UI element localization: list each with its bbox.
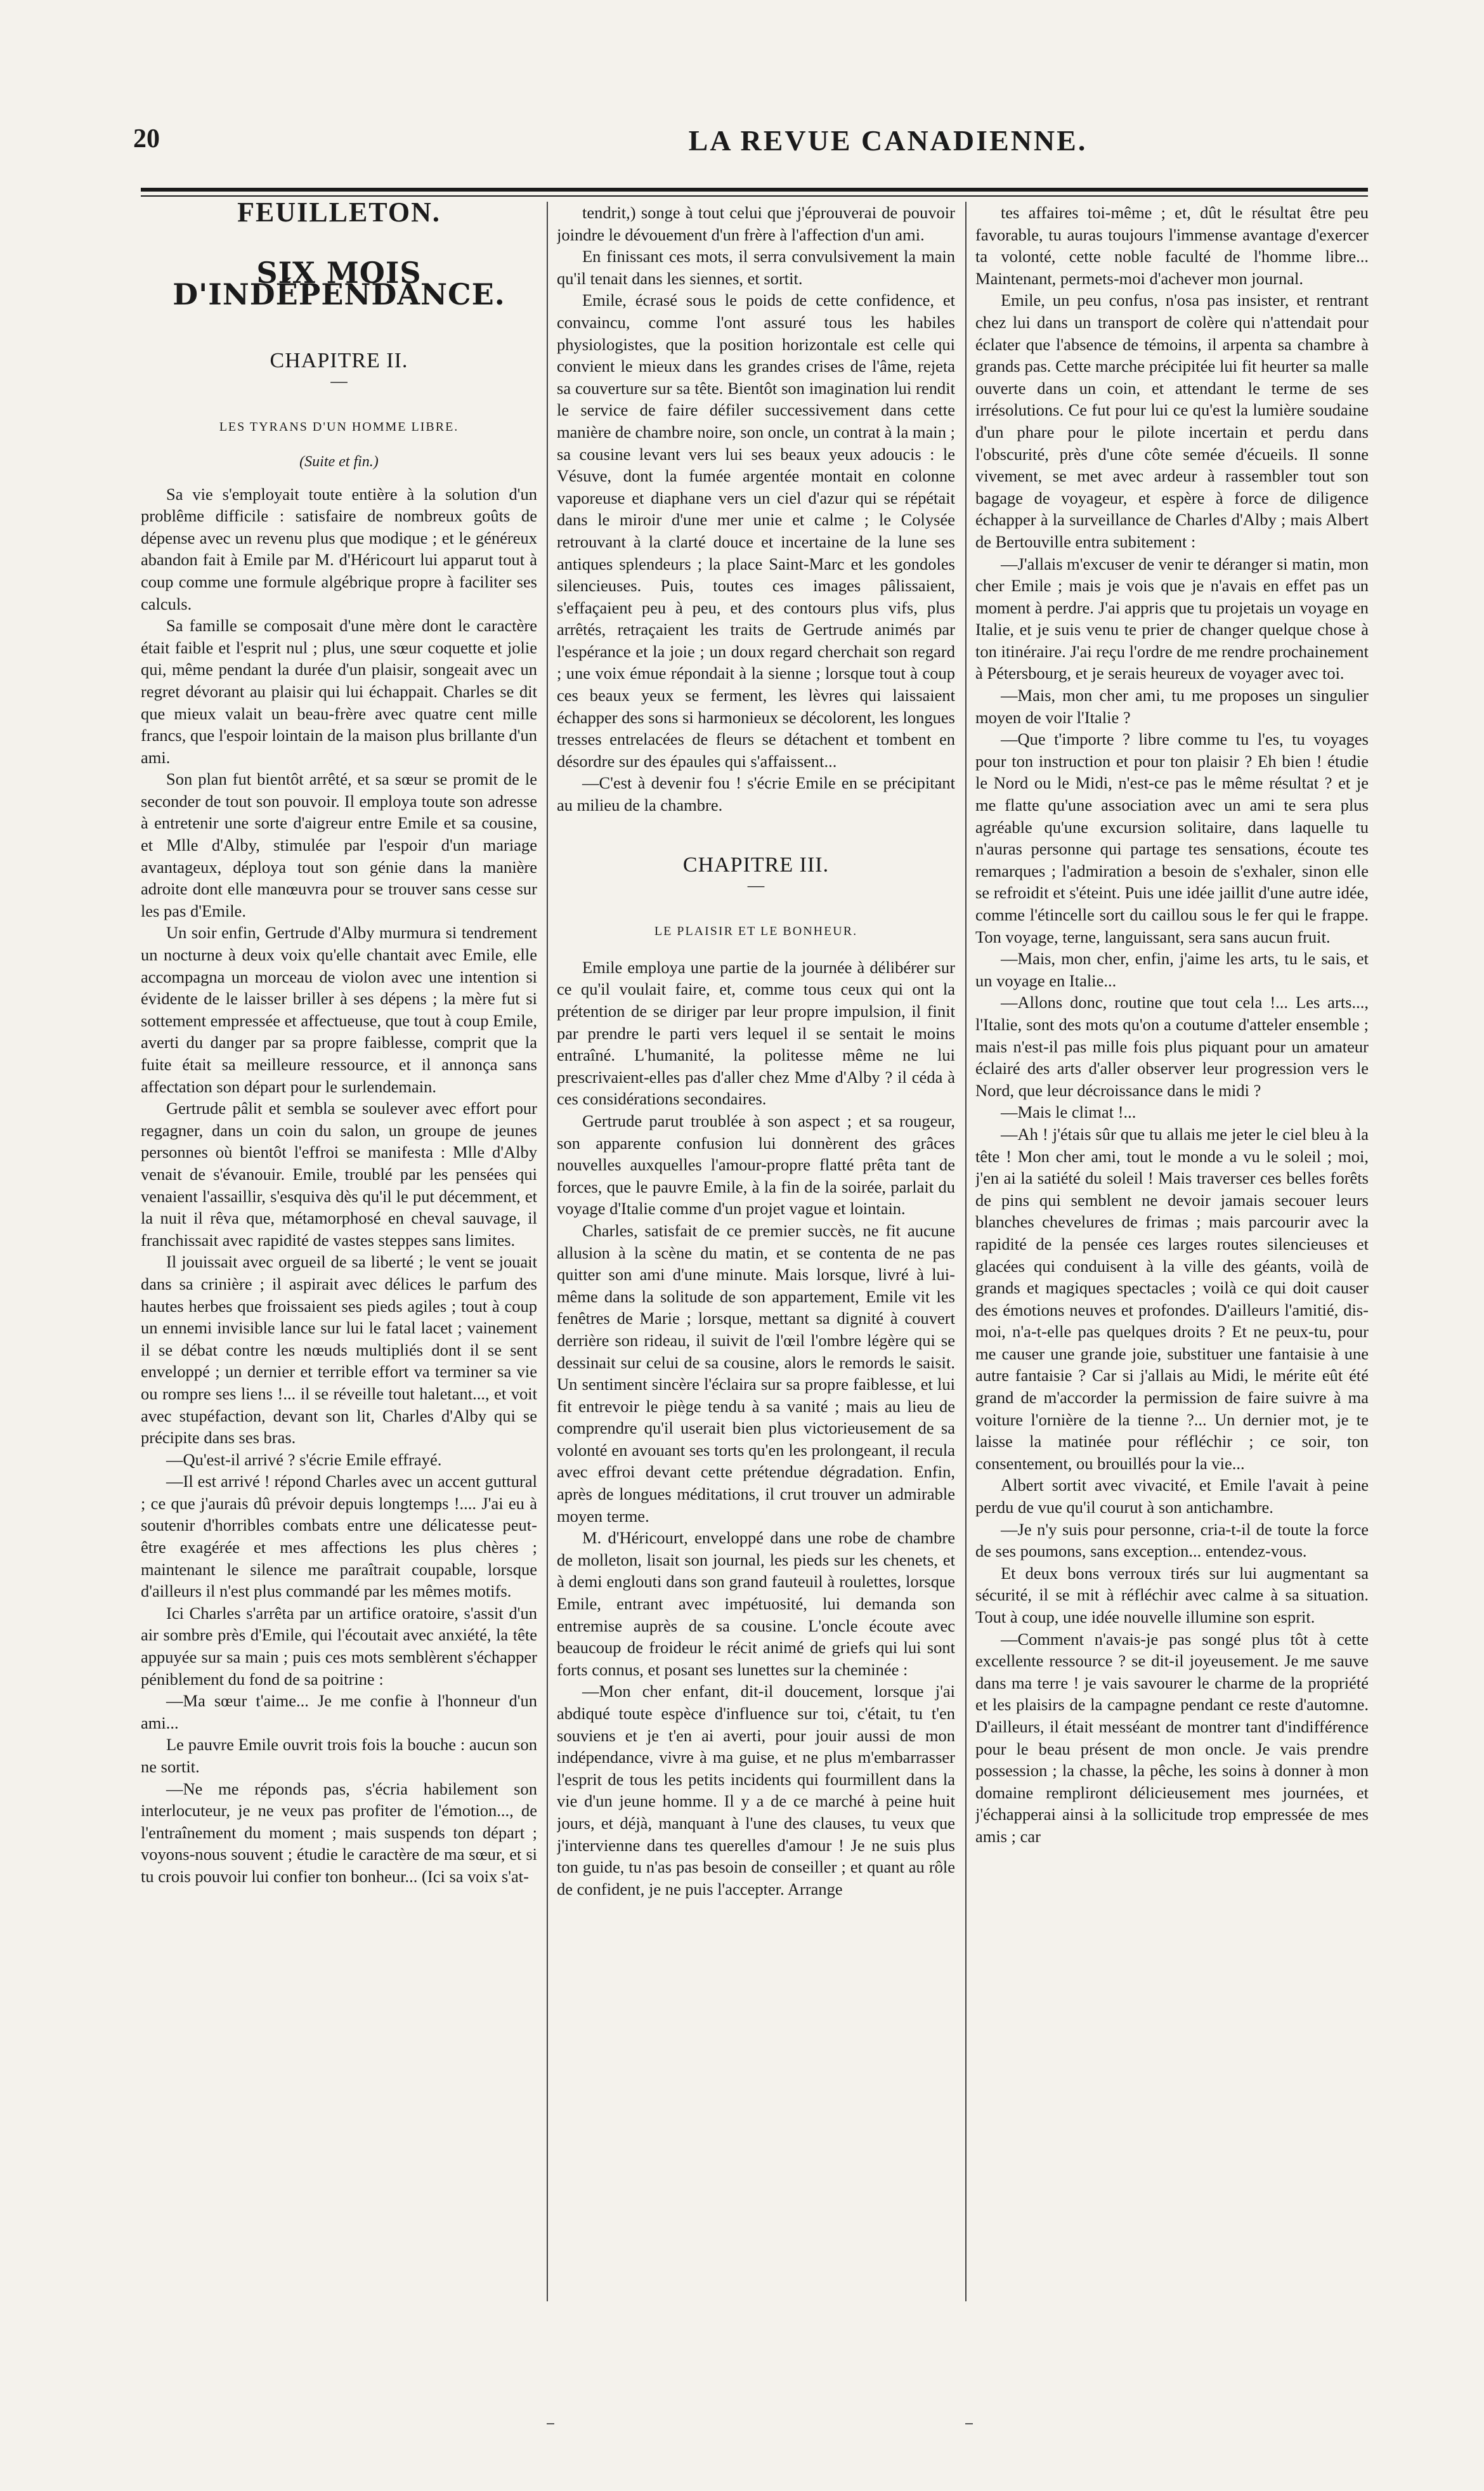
paragraph: Emile employa une partie de la journée à délibérer sur ce qu'il voulait faire, et, comme tous ceux qui ont la prétention de se diriger par leur propre impulsion, il finit par prendre le parti vers lequel il se sentait le moins entraîné. L'humanité, la politesse même ne lui prescrivaient-elles pas d'aller chez Mme d'Alby ? il céda à ces considérations secondaires. — [557, 957, 955, 1109]
column-divider — [547, 202, 548, 2301]
column-1-text — [141, 483, 537, 1888]
paragraph: tes affaires toi-même ; et, dût le résultat être peu favorable, tu auras toujours l'immense avantage d'exercer ta volonté, cette noble faculté de l'homme libre... Maintenant, permets-moi d'achever mon journal. — [975, 203, 1369, 288]
column-3 — [975, 202, 1369, 2409]
paragraph: —Allons donc, routine que tout cela !... Les arts..., l'Italie, sont des mots qu'on a coutume d'atteler ensemble ; mais n'est-il pas mille fois plus piquant pour un amateur éclairé des arts d'aller observer leur progression vers le Nord, que leur décroissance dans le midi ? — [975, 993, 1369, 1100]
paragraph: —J'allais m'excuser de venir te déranger si matin, mon cher Emile ; mais je vois que je n'avais en effet pas un moment à perdre. J'ai appris que tu projetais un voyage en Italie, et je suis venu te prier de changer quelque chose à ton itinéraire. J'ai reçu l'ordre de me rendre prochainement à Pétersbourg, et je serais heureux de voyager avec toi. — [975, 554, 1369, 683]
paragraph: En finissant ces mots, il serra convulsivement la main qu'il tenait dans les siennes, et sortit. — [557, 247, 955, 288]
paragraph: Et deux bons verroux tirés sur lui augmentant sa sécurité, il se mit à réfléchir avec calme à sa situation. Tout à coup, une idée nouvelle illumine son esprit. — [975, 1563, 1369, 1626]
header-rule-thin — [141, 195, 1368, 197]
continuation-note: (Suite et fin.) — [299, 453, 379, 470]
paragraph: Sa famille se composait d'une mère dont le caractère était faible et l'esprit nul ; plus, une sœur coquette et jolie qui, même pendant la durée d'un plaisir, songeait avec un regret dévorant au plaisir qui lui échappait. Charles se dit que mieux valait un beau-frère avec quatre cent mille francs, que l'espoir lointain de la maison plus brillante d'un ami. — [141, 616, 537, 767]
paragraph: —C'est à devenir fou ! s'écrie Emile en se précipitant au milieu de la chambre. — [557, 773, 955, 815]
paragraph: Gertrude pâlit et sembla se soulever avec effort pour regagner, dans un coin du salon, un groupe de jeunes personnes où bientôt l'effroi se manifesta : Mlle d'Alby venait de s'évanouir. Emile, troublé par les pensées qui venaient l'assaillir, s'esquiva dès qu'il le put décemment, et la nuit il rêva que, métamorphosé en cheval sauvage, il franchissait avec rapidité de vastes steppes sans limites. — [141, 1099, 537, 1250]
paragraph: tendrit,) songe à tout celui que j'éprouverai de pouvoir joindre le dévouement d'un frère à l'affection d'un ami. — [557, 203, 955, 244]
story-title: SIX MOIS D'INDÉPENDANCE. — [172, 255, 505, 312]
column-2-text-bottom — [557, 957, 955, 1900]
paragraph: Son plan fut bientôt arrêté, et sa sœur se promit de le seconder de tout son pouvoir. Il employa toute son adresse à entretenir une sorte d'aigreur entre Emile et sa cousine, et Mlle d'Alby, stimulée par l'espoir d'un mariage avantageux, déploya tout son génie dans la manière adroite dont elle manœuvra pour se trouver sans cesse sur les pas d'Emile. — [141, 769, 537, 920]
paragraph: —Il est arrivé ! répond Charles avec un accent guttural ; ce que j'aurais dû prévoir depuis longtemps !.... J'ai eu à soutenir d'horribles combats entre une délicatesse peut-être exagérée et mes affections les plus chères ; maintenant le silence me paraîtrait coupable, lorsque d'ailleurs il n'est plus commandé par les mêmes motifs. — [141, 1472, 537, 1601]
paragraph: Albert sortit avec vivacité, et Emile l'avait à peine perdu de vue qu'il courut à son antichambre. — [975, 1475, 1369, 1517]
chapter-heading: CHAPITRE III. — [682, 853, 830, 877]
paragraph: —Mon cher enfant, dit-il doucement, lorsque j'ai abdiqué toute espèce d'influence sur toi, c'était, tu t'en souviens et je t'en ai averti, pour jouir aussi de mon indépendance, vivre à ma guise, et ne plus m'embarrasser l'esprit de tous les petits incidents qui fourmillent dans la vie d'un jeune homme. Il y a de ce marché à peine huit jours, et déjà, manquant à l'une des clauses, tu veux que j'intervienne dans tes querelles d'amour ! Je ne suis plus ton guide, tu n'as pas besoin de conseiller ; et quant au rôle de confident, je ne puis l'accepter. Arrange — [557, 1682, 955, 1899]
masthead: LA REVUE CANADIENNE. — [688, 124, 1088, 157]
paragraph: —Mais, mon cher ami, tu me proposes un singulier moyen de voir l'Italie ? — [975, 686, 1369, 727]
paragraph: Emile, écrasé sous le poids de cette confidence, et convaincu, comme l'ont assuré tous les habiles physiologistes, que la position horizontale est celle qui convient le mieux dans les grandes crises de l'âme, rejeta sa couverture sur sa tête. Bientôt son imagination lui rendit le service de faire défiler successivement dans cette manière de chambre noire, son oncle, un contrat à la main ; sa cousine levant vers lui ses beaux yeux adoucis : le Vésuve, dont la fumée argentée montait en colonne vaporeuse et diaphane vers un ciel d'azur qui se répétait dans le miroir d'une mer unie et calme ; le Colysée retrouvant à la clarté douce et incertaine de la lune ses antiques splendeurs ; la place Saint-Marc et les gondoles silencieuses. Puis, toutes ces images pâlissaient, s'effaçaient peu à peu, et des contours plus vifs, plus arrêtés, retraçaient les traits de Gertrude animés par l'espérance et la joie ; un doux regard cherchait son regard ; une voix émue répondait à la sienne ; lorsque tout à coup ces beaux yeux se ferment, les lèvres qui laissaient échapper des sons si harmonieux se décolorent, les longues tresses entrelacées de fleurs se détachent et tombent en désordre sur des épaules qui s'affaissent... — [557, 291, 955, 771]
column-end-mark — [965, 2423, 973, 2424]
header-rule-thick — [141, 188, 1368, 192]
page-number: 20 — [133, 124, 160, 154]
paragraph: —Que t'importe ? libre comme tu l'es, tu voyages pour ton instruction et pour ton plaisir ? Eh bien ! étudie le Nord ou le Midi, n'est-ce pas le même résultat ? et je me flatte qu'une association avec un ami te sera plus agréable qu'une excursion solitaire, dans laquelle tu n'auras personne qui partage tes sensations, écoute tes remarques ; l'admiration a besoin de s'exhaler, sinon elle se refroidit et s'éteint. Puis une idée jaillit d'une autre idée, comme l'étincelle sort du caillou sous le fer qui le frappe. Ton voyage, terne, languissant, sera sans aucun fruit. — [975, 729, 1369, 946]
paragraph: M. d'Héricourt, enveloppé dans une robe de chambre de molleton, lisait son journal, les pieds sur les chenets, et à demi englouti dans son grand fauteuil à roulettes, lorsque Emile, entrant avec impétuosité, lui demanda son entremise auprès de sa cousine. L'oncle écoute avec beaucoup de froideur le récit animé de griefs qui lui sont forts connus, et posant ses lunettes sur la cheminée : — [557, 1528, 955, 1679]
paragraph: Ici Charles s'arrêta par un artifice oratoire, s'assit d'un air sombre près d'Emile, qui l'écoutait avec anxiété, la tête appuyée sur sa main ; puis ces mots semblèrent s'échapper péniblement du fond de sa poitrine : — [141, 1603, 537, 1689]
chapter-divider: — — [330, 371, 348, 391]
paragraph: Sa vie s'employait toute entière à la solution d'un problême difficile : satisfaire de nombreux goûts de dépense avec un revenu plus que modique ; et le généreux abandon fait à Emile par M. d'Héricourt lui apparut tout à coup comme une formule algébrique propre à faciliter ses calculs. — [141, 484, 537, 613]
paragraph: —Comment n'avais-je pas songé plus tôt à cette excellente ressource ? se dit-il joyeusement. Je me sauve dans ma terre ! je vais savourer le charme de la propriété et les plaisirs de la campagne pendant ce reste d'automne. D'ailleurs, il était messéant de montrer tant d'indifférence pour le beau présent de mon oncle. Je vais prendre possession ; la chasse, la pêche, les soins à donner à mon domaine rempliront délicieusement mes journées, et j'échapperai ainsi à la sollicitude trop empressée de mes amis ; car — [975, 1629, 1369, 1846]
chapter-subtitle: LES TYRANS D'UN HOMME LIBRE. — [219, 420, 459, 435]
paragraph: Gertrude parut troublée à son aspect ; et sa rougeur, son apparente confusion lui donnèrent des grâces nouvelles auxquelles l'amour-propre flatté prêta tant de forces, que le pauvre Emile, à la fin de la soirée, parlait du voyage d'Italie comme d'un projet vague et lointain. — [557, 1111, 955, 1219]
paragraph: —Ma sœur t'aime... Je me confie à l'honneur d'un ami... — [141, 1691, 537, 1732]
column-3-text — [975, 202, 1369, 1848]
paragraph: —Ne me réponds pas, s'écria habilement son interlocuteur, je ne veux pas profiter de l'émotion..., de l'entraînement du moment ; mais suspends ton départ ; voyons-nous souvent ; étudie le caractère de ma sœur, et si tu crois pouvoir lui confier ton bonheur... (Ici sa voix s'at- — [141, 1779, 537, 1886]
feuilleton-heading: FEUILLETON. — [237, 202, 441, 228]
column-end-mark — [547, 2423, 554, 2424]
chapter-divider: — — [747, 875, 765, 895]
paragraph: —Je n'y suis pour personne, cria-t-il de toute la force de ses poumons, sans exception... entendez-vous. — [975, 1519, 1369, 1561]
paragraph: Emile, un peu confus, n'osa pas insister, et rentrant chez lui dans un transport de colère qui n'attendait pour éclater que l'absence de témoins, il arpenta sa chambre à grands pas. Cette marche précipitée lui fit heurter sa malle ouverte dans un coin, et attendant le terme de ses irrésolutions. Ce fut pour lui ce qu'est la lumière soudaine d'un phare pour le pilote incertain et perdu dans l'obscurité, près d'une côte semée d'écueils. Il sonne vivement, se met avec ardeur à rassembler tout son bagage de voyageur, et espère à force de diligence échapper à la surveillance de Charles d'Alby ; mais Albert de Bertouville entra subitement : — [975, 291, 1369, 551]
paragraph: Il jouissait avec orgueil de sa liberté ; le vent se jouait dans sa crinière ; il aspirait avec délices le parfum des hautes herbes que froissaient ses pieds agiles ; tout à coup un ennemi invisible lance sur lui le fatal lacet ; vainement il se débat contre les nœuds multipliés dont il se sent enveloppé ; un dernier et terrible effort va terminer sa vie ou rompre ses liens !... il se réveille tout haletant..., et voit avec stupéfaction, devant son lit, Charles d'Alby qui se précipite dans ses bras. — [141, 1252, 537, 1448]
paragraph: —Qu'est-il arrivé ? s'écrie Emile effrayé. — [166, 1449, 442, 1469]
chapter-subtitle: LE PLAISIR ET LE BONHEUR. — [654, 924, 858, 939]
paragraph: —Ah ! j'étais sûr que tu allais me jeter le ciel bleu à la tête ! Mon cher ami, tout le monde a vu le soleil ; moi, j'en ai la satiété du soleil ! Mais traverser ces belles forêts de pins qui semblent ne devoir jamais secouer leurs blanches chevelures de frimas ; mais parcourir avec la rapidité de la pensée ces larges routes silencieuses et glacées qui conduisent à la ville des géants, voilà de grands et magiques spectacles ; voilà ce qui doit causer des émotions neuves et profondes. D'ailleurs l'amitié, dis-moi, n'a-t-elle pas quelques droits ? Et ne peux-tu, pour me causer une grande joie, substituer une fantaisie à une autre fantaisie ? Car si j'allais au Midi, le mérite eût été grand de m'accorder la permission de faire suivre à ma voiture l'ornière de la tienne ?... Un dernier mot, je te laisse la matinée pour réfléchir ; ce soir, ton consentement, ou brouillés pour la vie... — [975, 1124, 1369, 1473]
column-2-text-top — [557, 202, 955, 816]
column-1 — [141, 202, 537, 2409]
paragraph: —Mais, mon cher, enfin, j'aime les arts, tu le sais, et un voyage en Italie... — [975, 949, 1369, 990]
paragraph: Charles, satisfait de ce premier succès, ne fit aucune allusion à la scène du matin, et se contenta de ne pas quitter son ami d'une minute. Mais lorsque, livré à lui-même dans la solitude de son appartement, Emile vit les fenêtres de Marie ; lorsque, mettant sa dignité à couvert derrière son rideau, il suivit de l'œil l'ombre légère qui se dessinait sur celui de sa cousine, alors le remords le saisit. Un sentiment sincère l'éclaira sur sa propre faiblesse, et lui fit entrevoir le piège tendu à sa vanité ; mais au lieu de comprendre qu'il userait bien plus victorieusement de sa volonté en avouant ses torts qu'en les prolongeant, il recula avec effroi devant cette prétendue dégradation. Enfin, après de longues méditations, il crut trouver un admirable moyen terme. — [557, 1220, 955, 1526]
paragraph: Le pauvre Emile ouvrit trois fois la bouche : aucun son ne sortit. — [141, 1735, 537, 1776]
column-2 — [557, 202, 955, 2409]
paragraph: —Mais le climat !... — [1001, 1102, 1136, 1122]
chapter-heading: CHAPITRE II. — [270, 348, 408, 372]
paragraph: Un soir enfin, Gertrude d'Alby murmura si tendrement un nocturne à deux voix qu'elle chantait avec Emile, elle accompagna un morceau de violon avec une intention si évidente de le laisser briller à ses dépens ; la mère fut si sottement empressée et affectueuse, que tout à coup Emile, averti du danger par sa propre faiblesse, comprit que la fuite était sa meilleure ressource, et il annonça sans affectation son départ pour le surlendemain. — [141, 923, 537, 1096]
column-divider — [965, 202, 967, 2301]
